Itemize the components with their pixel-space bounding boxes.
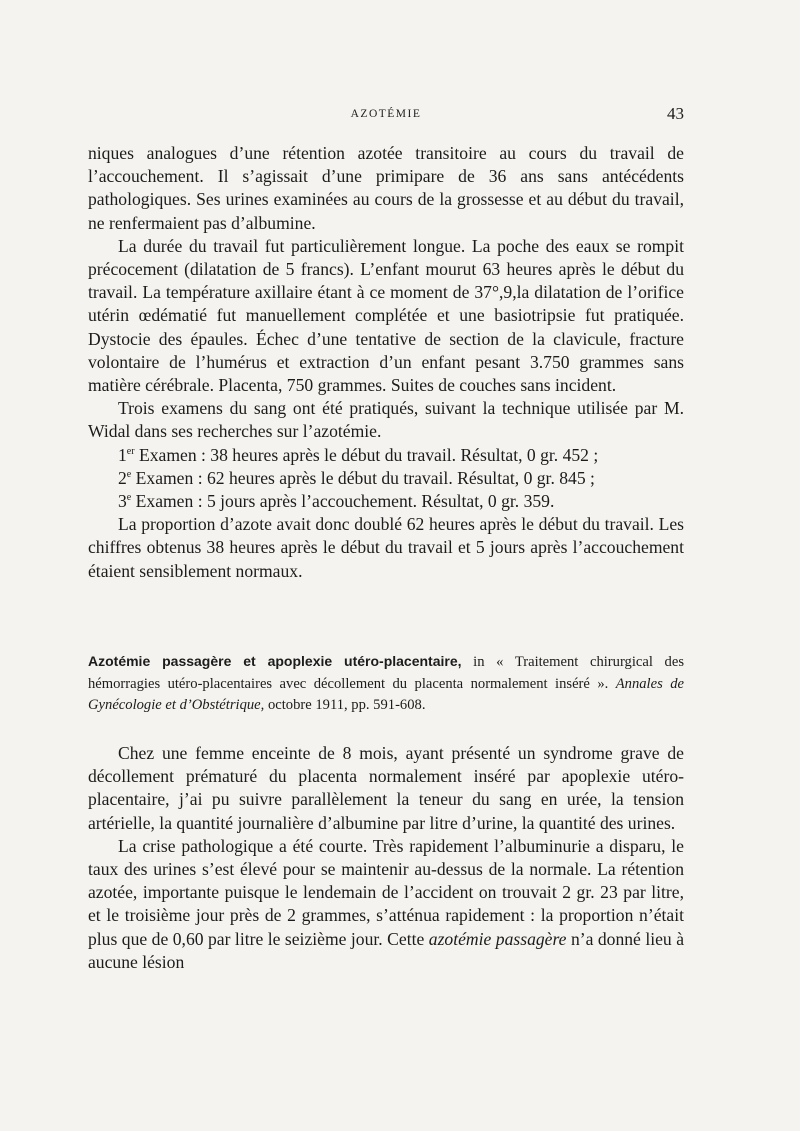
- paragraph-travail: La durée du travail fut particulièrement longue. La poche des eaux se rompit précocement (dilatation de 5 francs). L’enfant mourut 63 heures après le début du travail. La température axillaire étant à ce moment de 37°,9,la dilatation de l’orifice utérin œdématié fut manuellement complétée et une basiotripsie fut pratiquée. Dystocie des épaules. Échec d’une tentative de section de la clavicule, fracture volontaire de l’humérus et extraction d’un enfant pesant 3.750 grammes sans matière cérébrale. Placenta, 750 grammes. Suites de couches sans incident.: [88, 235, 684, 396]
- paragraph-cas-clinique: Chez une femme enceinte de 8 mois, ayant présenté un syndrome grave de décollement prématuré du placenta normalement inséré par apoplexie utéro-placentaire, j’ai pu suivre parallèlement la teneur du sang en urée, la tension artérielle, la quantité journalière d’albumine par litre d’urine, la quantité des urines.: [88, 743, 684, 833]
- reference-intro: in « Traitement chirurgical des hémorragies utéro-placentaires avec décollement du placenta normalement inséré ».: [88, 654, 684, 692]
- exam-2: 2e Examen : 62 heures après le début du travail. Résultat, 0 gr. 845 ;: [118, 467, 595, 488]
- running-head: AZOTÉMIE: [350, 108, 422, 120]
- paragraph-crise: La crise pathologique a été courte. Très rapidement l’albuminurie a disparu, le taux des urines s’est élevé pour se maintenir au-dessus de la normale. La rétention azotée, importante puisque le lendemain de l’accident on trouvait 2 gr. 23 par litre, et le troisième jour près de 2 grammes, s’atténua rapidement : la proportion n’était plus que de 0,60 par litre le seizième jour. Cette azotémie passagère n’a donné lieu à aucune lésion: [88, 835, 684, 972]
- page-number: 43: [667, 104, 684, 123]
- reference-details: octobre 1911, pp. 591-608.: [264, 697, 426, 713]
- paragraph-conclusion: La proportion d’azote avait donc doublé 62 heures après le début du travail. Les chiffres obtenus 38 heures après le début du travail et 5 jours après l’accouchement étaient sensiblement normaux.: [88, 514, 684, 581]
- reference-journal: Annales de Gynécologie et d’Obstétrique,: [88, 675, 684, 713]
- bibliographic-reference: [88, 651, 684, 717]
- paragraph-examens-intro: Trois examens du sang ont été pratiqués, suivant la technique utilisée par M. Widal dans ses recherches sur l’azotémie.: [88, 398, 684, 442]
- section-azotemie-passagere: [88, 742, 684, 974]
- page-header: [88, 104, 684, 128]
- reference-title: Azotémie passagère et apoplexie utéro-placentaire,: [88, 653, 462, 669]
- exam-3: 3e Examen : 5 jours après l’accouchement. Résultat, 0 gr. 359.: [118, 491, 555, 512]
- exam-1: 1er Examen : 38 heures après le début du travail. Résultat, 0 gr. 452 ;: [118, 444, 599, 465]
- paragraph-continuation: niques analogues d’une rétention azotée transitoire au cours du travail de l’accouchement. Il s’agissait d’une primipare de 36 ans sans antécédents pathologiques. Ses urines examinées au cours de la grossesse et au début du travail, ne renfermaient pas d’albumine.: [88, 143, 684, 233]
- section-retention-azotee: [88, 142, 684, 583]
- italic-azotemie-passagere: azotémie passagère: [428, 928, 567, 949]
